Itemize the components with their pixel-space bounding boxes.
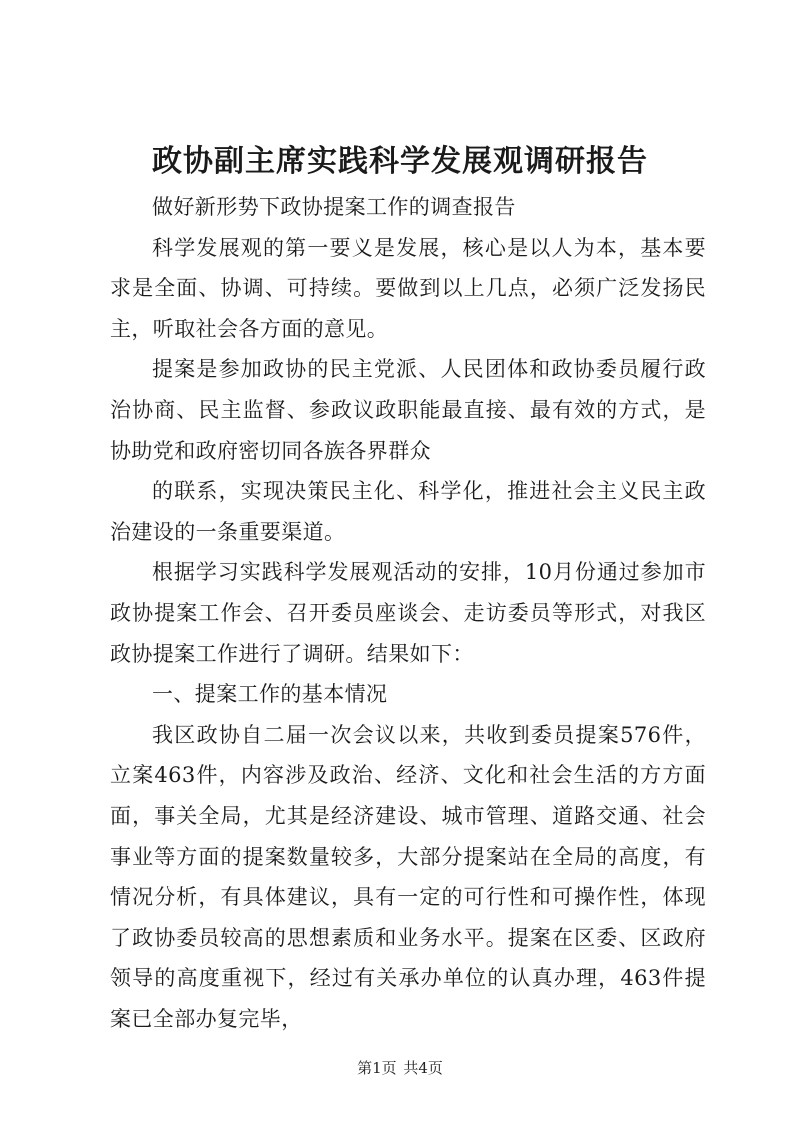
page-footer — [0, 1058, 800, 1078]
page-number: 第1页 — [357, 1059, 397, 1077]
body-paragraph: 科学发展观的第一要义是发展，核心是以人为本，基本要求是全面、协调、可持续。要做到以上几点，必须广泛发扬民主，听取社会各方面的意见。 — [110, 235, 706, 341]
body-paragraph: 根据学习实践科学发展观活动的安排，10月份通过参加市政协提案工作会、召开委员座谈会、走访委员等形式，对我区政协提案工作进行了调研。结果如下： — [110, 560, 706, 666]
document-title: 政协副主席实践科学发展观调研报告 — [152, 144, 648, 179]
page-total: 共4页 — [403, 1059, 443, 1077]
subtitle-paragraph: 做好新形势下政协提案工作的调查报告 — [152, 195, 516, 219]
body-paragraph: 我区政协自二届一次会议以来，共收到委员提案576件，立案463件，内容涉及政治、经济、文化和社会生活的方方面面，事关全局，尤其是经济建设、城市管理、道路交通、社会事业等方面的提案数量较多，大部分提案站在全局的高度，有情况分析，有具体建议，具有一定的可行性和可操作性，体现了政协委员较高的思想素质和业务水平。提案在区委、区政府领导的高度重视下，经过有关承办单位的认真办理，463件提案已全部办复完毕， — [110, 722, 706, 1031]
document-body — [110, 187, 706, 1039]
section-heading: 一、提案工作的基本情况 — [152, 682, 388, 707]
body-paragraph: 的联系，实现决策民主化、科学化，推进社会主义民主政治建设的一条重要渠道。 — [110, 479, 706, 544]
body-paragraph: 提案是参加政协的民主党派、人民团体和政协委员履行政治协商、民主监督、参政议政职能最直接、最有效的方式，是协助党和政府密切同各族各界群众 — [110, 357, 706, 463]
